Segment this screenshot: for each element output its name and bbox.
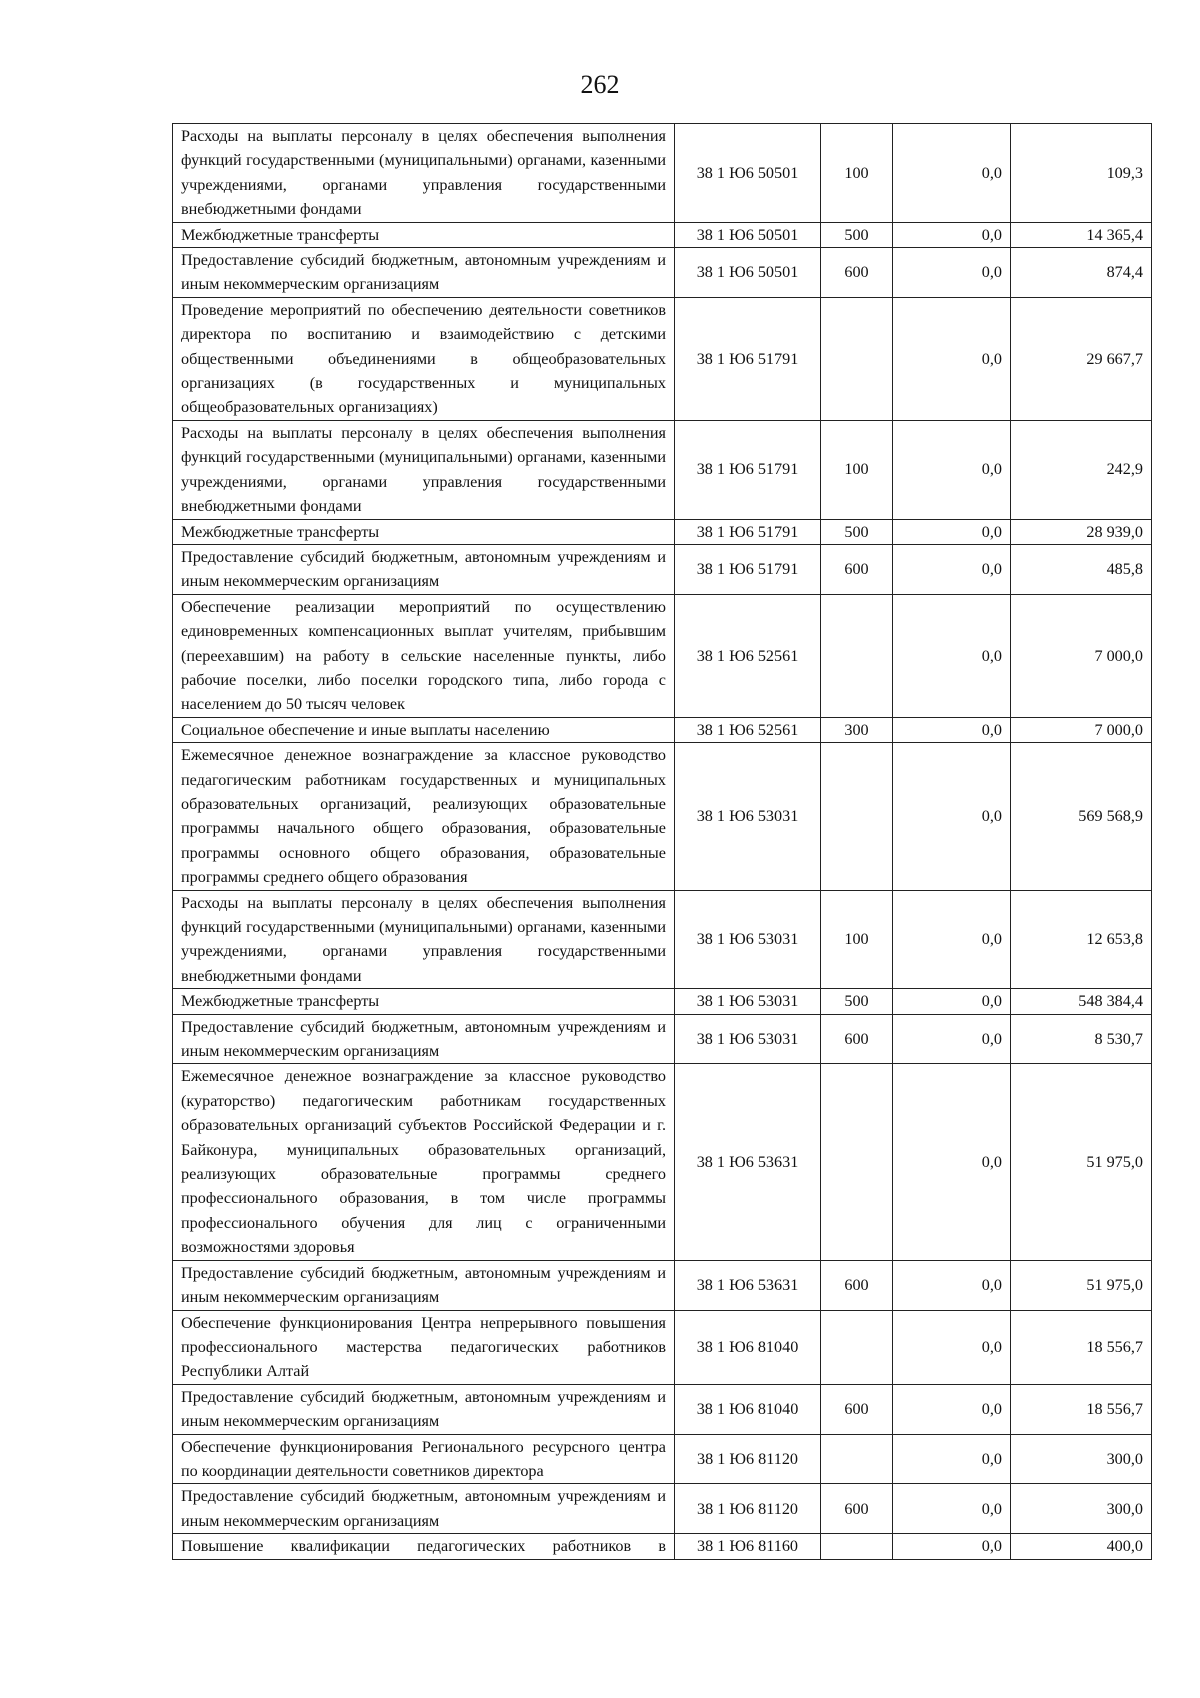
expense-name-cell: Проведение мероприятий по обеспечению деятельности советников директора по воспитанию и взаимодействию с детскими общественными объединениями в общеобразовательных организациях (в государственных и муниципальных общеобразовательных организациях) — [173, 297, 675, 420]
table-row — [173, 420, 1152, 519]
expense-name-cell: Предоставление субсидий бюджетным, автономным учреждениям и иным некоммерческим организациям — [173, 1384, 675, 1434]
expense-type-code-cell: 500 — [821, 222, 893, 247]
amount-second-cell: 12 653,8 — [1011, 890, 1152, 989]
expense-name-cell: Межбюджетные трансферты — [173, 519, 675, 544]
expense-name-cell — [173, 1534, 675, 1559]
amount-first-cell: 0,0 — [893, 248, 1011, 298]
amount-second-cell: 7 000,0 — [1011, 717, 1152, 742]
target-article-code-cell: 38 1 Ю6 51791 — [675, 420, 821, 519]
amount-first-cell: 0,0 — [893, 1484, 1011, 1534]
amount-first-cell: 0,0 — [893, 1260, 1011, 1310]
expense-name-cell: Социальное обеспечение и иные выплаты населению — [173, 717, 675, 742]
amount-first-cell: 0,0 — [893, 297, 1011, 420]
expense-name-cell: Межбюджетные трансферты — [173, 989, 675, 1014]
expense-name-cell: Предоставление субсидий бюджетным, автономным учреждениям и иным некоммерческим организациям — [173, 544, 675, 594]
amount-second-cell: 400,0 — [1011, 1534, 1152, 1559]
table-row — [173, 890, 1152, 989]
amount-first-cell: 0,0 — [893, 1014, 1011, 1064]
expense-type-code-cell — [821, 1310, 893, 1384]
expense-type-code-cell: 600 — [821, 1384, 893, 1434]
table-row — [173, 519, 1152, 544]
table-row — [173, 222, 1152, 247]
amount-first-cell: 0,0 — [893, 1384, 1011, 1434]
expense-type-code-cell — [821, 743, 893, 890]
expense-type-code-cell: 600 — [821, 248, 893, 298]
amount-first-cell: 0,0 — [893, 1434, 1011, 1484]
amount-first-cell: 0,0 — [893, 222, 1011, 247]
amount-first-cell: 0,0 — [893, 519, 1011, 544]
expense-type-code-cell: 500 — [821, 989, 893, 1014]
table-row — [173, 743, 1152, 890]
expense-type-code-cell: 300 — [821, 717, 893, 742]
expense-name-cell: Обеспечение функционирования Регионального ресурсного центра по координации деятельности советников директора — [173, 1434, 675, 1484]
amount-second-cell: 7 000,0 — [1011, 594, 1152, 717]
target-article-code-cell: 38 1 Ю6 53031 — [675, 890, 821, 989]
amount-second-cell: 485,8 — [1011, 544, 1152, 594]
target-article-code-cell: 38 1 Ю6 51791 — [675, 519, 821, 544]
amount-second-cell: 51 975,0 — [1011, 1064, 1152, 1260]
budget-table-body — [173, 124, 1152, 1560]
target-article-code-cell: 38 1 Ю6 50501 — [675, 124, 821, 223]
table-row — [173, 1534, 1152, 1559]
target-article-code-cell: 38 1 Ю6 52561 — [675, 594, 821, 717]
expense-type-code-cell: 100 — [821, 890, 893, 989]
target-article-code-cell: 38 1 Ю6 51791 — [675, 297, 821, 420]
table-row — [173, 544, 1152, 594]
table-row — [173, 989, 1152, 1014]
target-article-code-cell: 38 1 Ю6 53631 — [675, 1064, 821, 1260]
target-article-code-cell: 38 1 Ю6 81120 — [675, 1484, 821, 1534]
target-article-code-cell: 38 1 Ю6 51791 — [675, 544, 821, 594]
expense-name-cell: Предоставление субсидий бюджетным, автономным учреждениям и иным некоммерческим организациям — [173, 1014, 675, 1064]
table-row — [173, 1310, 1152, 1384]
target-article-code-cell: 38 1 Ю6 52561 — [675, 717, 821, 742]
table-row — [173, 1014, 1152, 1064]
budget-table — [172, 123, 1152, 1560]
expense-name-cell: Предоставление субсидий бюджетным, автономным учреждениям и иным некоммерческим организациям — [173, 248, 675, 298]
page-number: 262 — [580, 70, 620, 99]
expense-name-cell: Обеспечение реализации мероприятий по осуществлению единовременных компенсационных выплат учителям, прибывшим (переехавшим) на работу в сельские населенные пункты, либо рабочие поселки, либо поселки городского типа, либо города с населением до 50 тысяч человек — [173, 594, 675, 717]
expense-type-code-cell — [821, 1434, 893, 1484]
amount-first-cell: 0,0 — [893, 1310, 1011, 1384]
amount-first-cell: 0,0 — [893, 1064, 1011, 1260]
table-row — [173, 248, 1152, 298]
table-row — [173, 1484, 1152, 1534]
target-article-code-cell: 38 1 Ю6 50501 — [675, 222, 821, 247]
amount-first-cell: 0,0 — [893, 124, 1011, 223]
expense-type-code-cell: 600 — [821, 1260, 893, 1310]
target-article-code-cell: 38 1 Ю6 53631 — [675, 1260, 821, 1310]
amount-second-cell: 242,9 — [1011, 420, 1152, 519]
amount-second-cell: 109,3 — [1011, 124, 1152, 223]
amount-first-cell: 0,0 — [893, 594, 1011, 717]
amount-first-cell: 0,0 — [893, 420, 1011, 519]
amount-first-cell: 0,0 — [893, 1534, 1011, 1559]
table-row — [173, 124, 1152, 223]
expense-type-code-cell: 100 — [821, 420, 893, 519]
expense-type-code-cell — [821, 297, 893, 420]
expense-name-cell: Расходы на выплаты персоналу в целях обеспечения выполнения функций государственными (муниципальными) органами, казенными учреждениями, органами управления государственными внебюджетными фондами — [173, 124, 675, 223]
amount-second-cell: 300,0 — [1011, 1484, 1152, 1534]
expense-type-code-cell: 600 — [821, 1484, 893, 1534]
expense-name-cell: Обеспечение функционирования Центра непрерывного повышения профессионального мастерства педагогических работников Республики Алтай — [173, 1310, 675, 1384]
table-row — [173, 297, 1152, 420]
expense-type-code-cell: 600 — [821, 544, 893, 594]
amount-second-cell: 8 530,7 — [1011, 1014, 1152, 1064]
amount-second-cell: 28 939,0 — [1011, 519, 1152, 544]
target-article-code-cell: 38 1 Ю6 81160 — [675, 1534, 821, 1559]
expense-name-cell: Межбюджетные трансферты — [173, 222, 675, 247]
target-article-code-cell: 38 1 Ю6 81040 — [675, 1310, 821, 1384]
expense-name-cell: Ежемесячное денежное вознаграждение за классное руководство (кураторство) педагогическим работникам государственных образовательных организаций субъектов Российской Федерации и г. Байконура, муниципальных образовательных организаций, реализующих образовательные программы среднего профессионального образования, в том числе программы профессионального обучения для лиц с ограниченными возможностями здоровья — [173, 1064, 675, 1260]
amount-second-cell: 51 975,0 — [1011, 1260, 1152, 1310]
expense-name-cell: Ежемесячное денежное вознаграждение за классное руководство педагогическим работникам государственных и муниципальных образовательных организаций, реализующих образовательные программы начального общего образования, образовательные программы основного общего образования, образовательные программы среднего общего образования — [173, 743, 675, 890]
expense-type-code-cell — [821, 1534, 893, 1559]
amount-second-cell: 14 365,4 — [1011, 222, 1152, 247]
target-article-code-cell: 38 1 Ю6 53031 — [675, 743, 821, 890]
expense-type-code-cell: 600 — [821, 1014, 893, 1064]
amount-second-cell: 18 556,7 — [1011, 1310, 1152, 1384]
expense-name-cell: Предоставление субсидий бюджетным, автономным учреждениям и иным некоммерческим организациям — [173, 1260, 675, 1310]
expense-name-text: Повышение квалификации педагогических работников в — [181, 1537, 666, 1556]
amount-second-cell: 874,4 — [1011, 248, 1152, 298]
table-row — [173, 1434, 1152, 1484]
target-article-code-cell: 38 1 Ю6 53031 — [675, 1014, 821, 1064]
target-article-code-cell: 38 1 Ю6 53031 — [675, 989, 821, 1014]
target-article-code-cell: 38 1 Ю6 81040 — [675, 1384, 821, 1434]
target-article-code-cell: 38 1 Ю6 81120 — [675, 1434, 821, 1484]
target-article-code-cell: 38 1 Ю6 50501 — [675, 248, 821, 298]
expense-name-cell: Расходы на выплаты персоналу в целях обеспечения выполнения функций государственными (муниципальными) органами, казенными учреждениями, органами управления государственными внебюджетными фондами — [173, 890, 675, 989]
amount-first-cell: 0,0 — [893, 743, 1011, 890]
amount-second-cell: 18 556,7 — [1011, 1384, 1152, 1434]
amount-first-cell: 0,0 — [893, 717, 1011, 742]
amount-second-cell: 569 568,9 — [1011, 743, 1152, 890]
table-row — [173, 1064, 1152, 1260]
table-row — [173, 594, 1152, 717]
table-row — [173, 717, 1152, 742]
amount-first-cell: 0,0 — [893, 989, 1011, 1014]
expense-type-code-cell — [821, 1064, 893, 1260]
amount-second-cell: 548 384,4 — [1011, 989, 1152, 1014]
expense-type-code-cell — [821, 594, 893, 717]
expense-type-code-cell: 100 — [821, 124, 893, 223]
expense-type-code-cell: 500 — [821, 519, 893, 544]
table-row — [173, 1384, 1152, 1434]
amount-second-cell: 300,0 — [1011, 1434, 1152, 1484]
amount-first-cell: 0,0 — [893, 544, 1011, 594]
expense-name-cell: Предоставление субсидий бюджетным, автономным учреждениям и иным некоммерческим организациям — [173, 1484, 675, 1534]
expense-name-cell: Расходы на выплаты персоналу в целях обеспечения выполнения функций государственными (муниципальными) органами, казенными учреждениями, органами управления государственными внебюджетными фондами — [173, 420, 675, 519]
amount-first-cell: 0,0 — [893, 890, 1011, 989]
amount-second-cell: 29 667,7 — [1011, 297, 1152, 420]
table-row — [173, 1260, 1152, 1310]
